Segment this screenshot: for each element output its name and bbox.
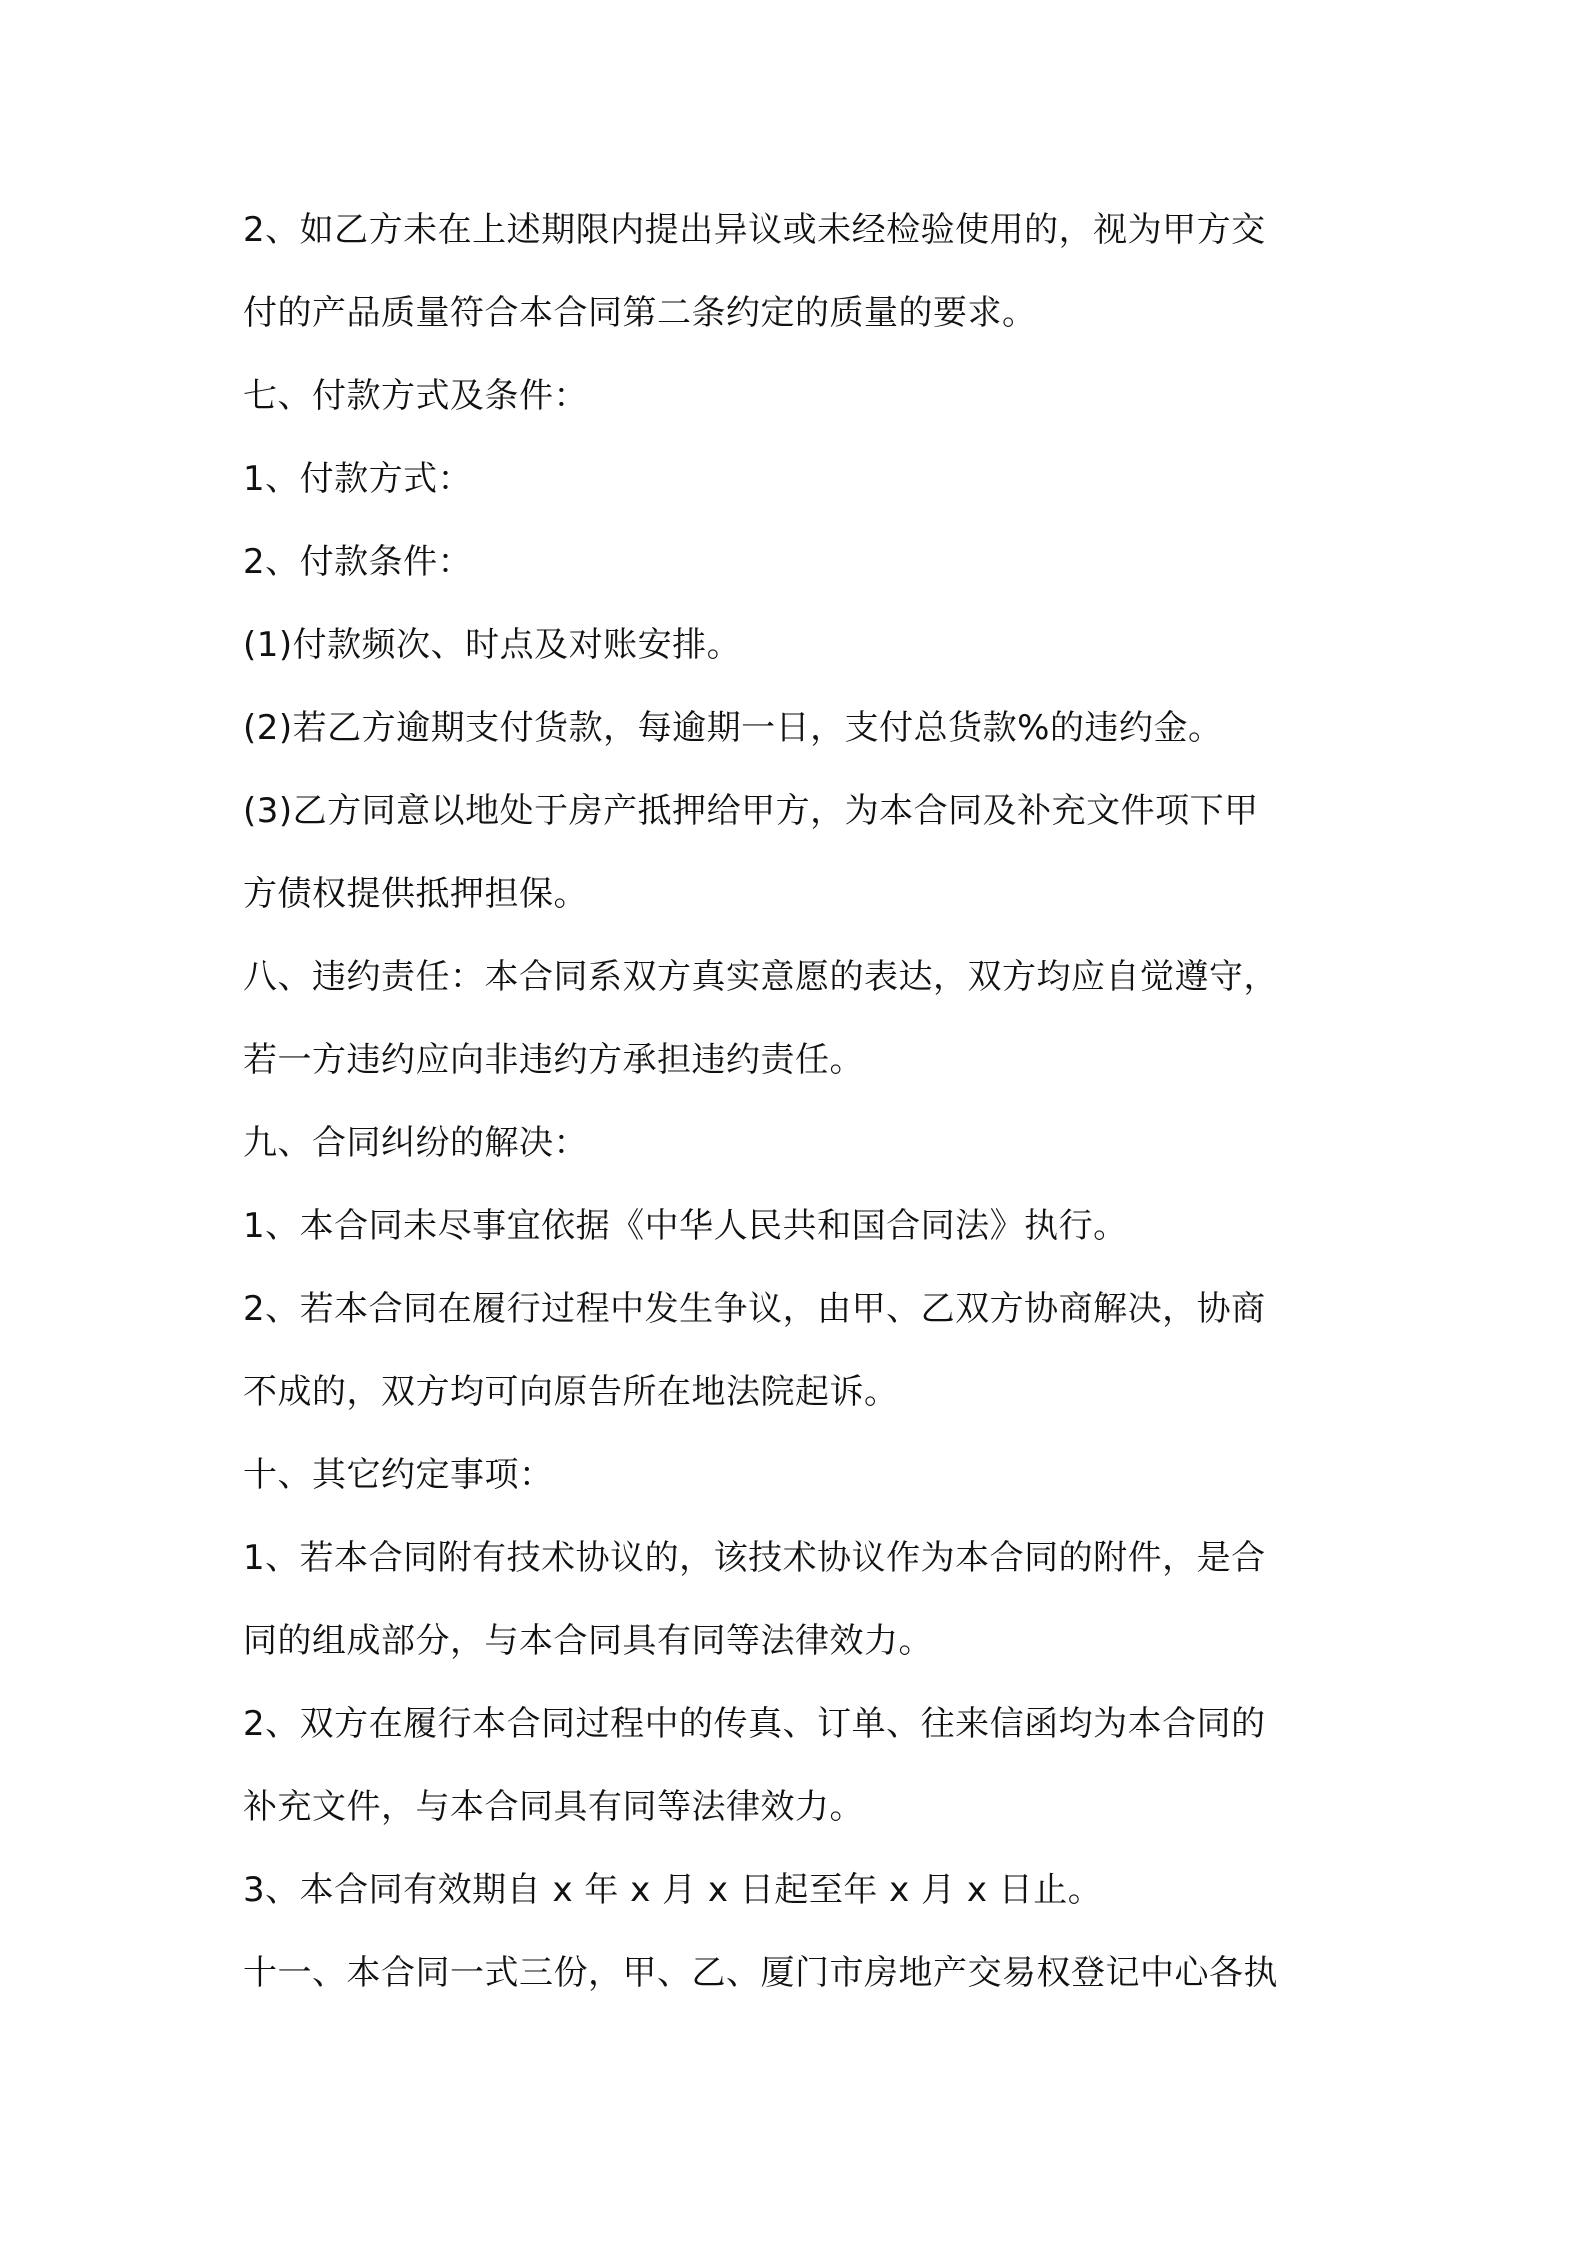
text-line: 3、本合同有效期自 x 年 x 月 x 日起至年 x 月 x 日止。 [243, 1870, 1103, 1910]
section-heading: 七、付款方式及条件： [243, 376, 588, 416]
text-line: 1、付款方式： [243, 459, 473, 499]
text-line: 不成的，双方均可向原告所在地法院起诉。 [243, 1372, 899, 1412]
section-heading: 八、违约责任：本合同系双方真实意愿的表达，双方均应自觉遵守， [243, 957, 1278, 997]
text-line: 2、双方在履行本合同过程中的传真、订单、往来信函均为本合同的 [243, 1704, 1266, 1744]
text-line: 2、如乙方未在上述期限内提出异议或未经检验使用的，视为甲方交 [243, 210, 1266, 250]
text-line: 1、若本合同附有技术协议的，该技术协议作为本合同的附件，是合 [243, 1538, 1266, 1578]
text-line: 同的组成部分，与本合同具有同等法律效力。 [243, 1621, 933, 1661]
text-line: (1)付款频次、时点及对账安排。 [243, 625, 742, 665]
text-line: 2、若本合同在履行过程中发生争议，由甲、乙双方协商解决，协商 [243, 1289, 1266, 1329]
text-line: 补充文件，与本合同具有同等法律效力。 [243, 1787, 864, 1827]
text-line: (2)若乙方逾期支付货款，每逾期一日，支付总货款%的违约金。 [243, 708, 1223, 748]
section-heading: 十一、本合同一式三份，甲、乙、厦门市房地产交易权登记中心各执 [243, 1953, 1278, 1993]
text-line: 2、付款条件： [243, 542, 473, 582]
section-heading: 十、其它约定事项： [243, 1455, 554, 1495]
text-line: 若一方违约应向非违约方承担违约责任。 [243, 1040, 864, 1080]
text-line: (3)乙方同意以地处于房产抵押给甲方，为本合同及补充文件项下甲 [243, 791, 1259, 831]
section-heading: 九、合同纠纷的解决： [243, 1123, 588, 1163]
text-line: 1、本合同未尽事宜依据《中华人民共和国合同法》执行。 [243, 1206, 1128, 1246]
document-body [243, 200, 1353, 2026]
text-line: 方债权提供抵押担保。 [243, 874, 588, 914]
text-line: 付的产品质量符合本合同第二条约定的质量的要求。 [243, 293, 1037, 333]
